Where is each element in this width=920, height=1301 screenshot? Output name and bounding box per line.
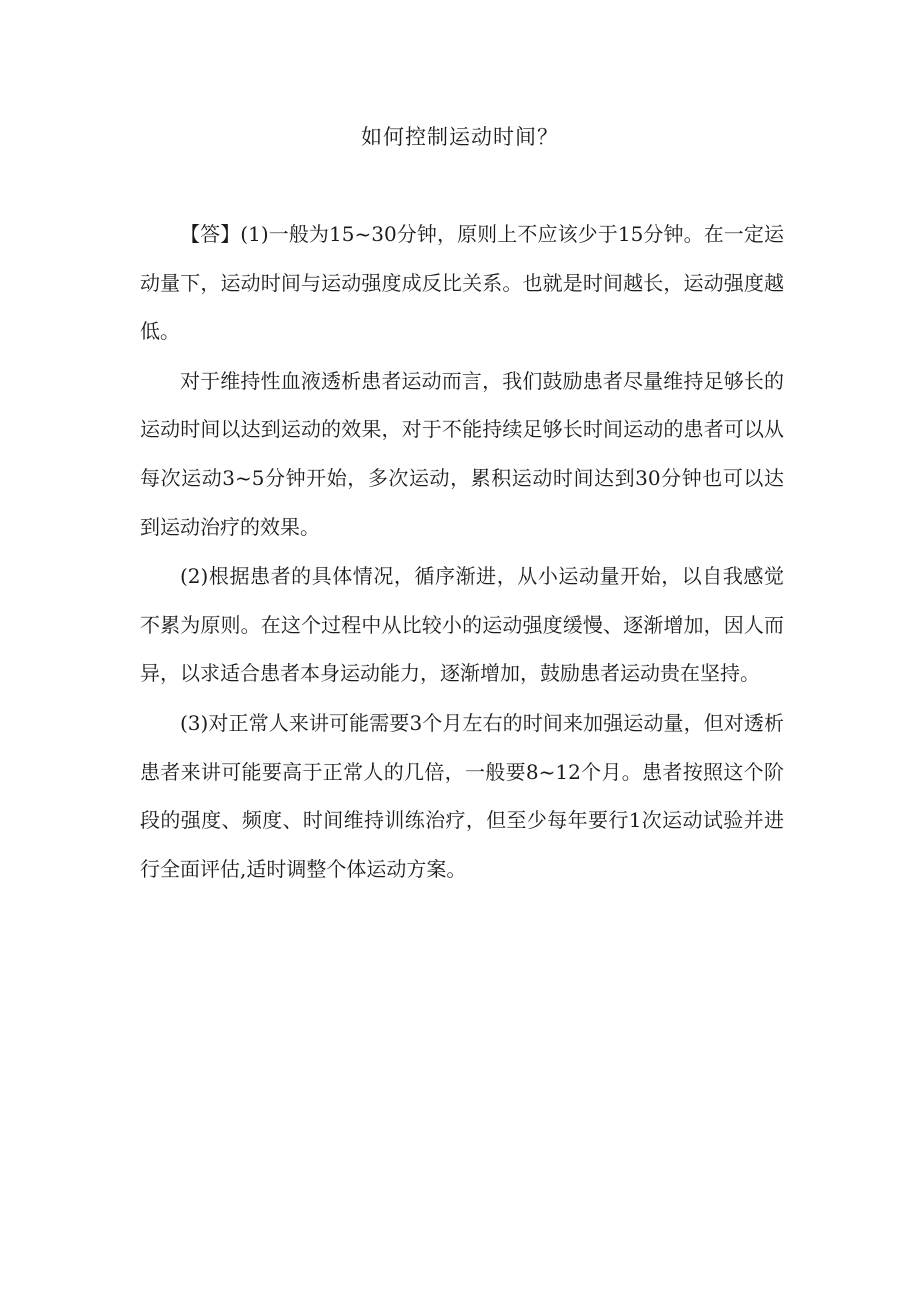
answer-marker: 【答】: [180, 222, 241, 246]
paragraph-4-text: (3)对正常人来讲可能需要3个月左右的时间来加强运动量，但对透析患者来讲可能要高于正常人的几倍，一般要8~12个月。患者按照这个阶段的强度、频度、时间维持训练治疗，但至少每年要行1次运动试验并进行全面评估,适时调整个体运动方案。: [140, 710, 784, 881]
paragraph-3-text: (2)根据患者的具体情况，循序渐进，从小运动量开始，以自我感觉不累为原则。在这个过程中从比较小的运动强度缓慢、逐渐增加，因人而异，以求适合患者本身运动能力，逐渐增加，鼓励患者运动贵在坚持。: [140, 564, 784, 686]
paragraph-2: [140, 357, 784, 551]
document-title: 如何控制运动时间？: [361, 125, 559, 149]
paragraph-1: [140, 210, 784, 356]
paragraph-2-text: 对于维持性血液透析患者运动而言，我们鼓励患者尽量维持足够长的运动时间以达到运动的效果，对于不能持续足够长时间运动的患者可以从每次运动3~5分钟开始，多次运动，累积运动时间达到30分钟也可以达到运动治疗的效果。: [140, 368, 784, 539]
paragraph-4: [140, 699, 784, 893]
paragraph-1-text: (1)一般为15~30分钟，原则上不应该少于15分钟。在一定运动量下，运动时间与运动强度成反比关系。也就是时间越长，运动强度越低。: [140, 222, 784, 344]
document-body: [140, 210, 784, 894]
paragraph-3: [140, 552, 784, 698]
